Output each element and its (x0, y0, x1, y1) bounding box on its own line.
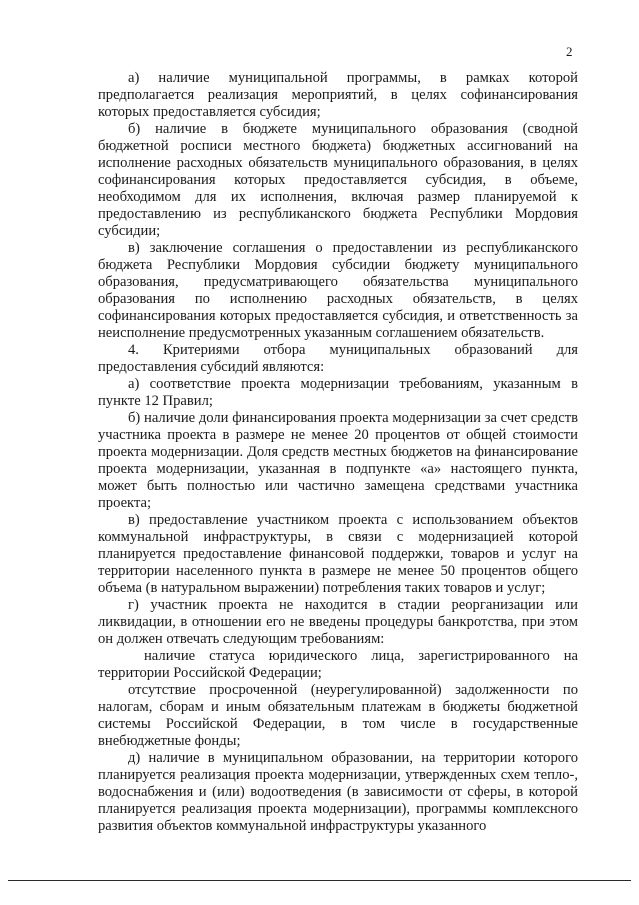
scan-bottom-edge (8, 880, 631, 881)
paragraph: д) наличие в муниципальном образовании, на территории которого планируется реализация проекта модернизации, утвержденных схем тепло-, водоснабжения и (или) водоотведения (в зависимости от сферы, в которой планируется реализация проекта модернизации), программы комплексного развития объектов коммунальной инфраструктуры указанного (98, 750, 578, 834)
page-number: 2 (566, 44, 573, 59)
paragraph: б) наличие в бюджете муниципального образования (сводной бюджетной росписи местного бюджета) бюджетных ассигнований на исполнение расходных обязательств муниципального образования, в целях софинансирования которых предоставляется субсидия, в объеме, необходимом для их исполнения, включая размер планируемой к предоставлению из республиканского бюджета Республики Мордовия субсидии; (98, 121, 578, 239)
paragraph: г) участник проекта не находится в стадии реорганизации или ликвидации, в отношении его не введены процедуры банкротства, при этом он должен отвечать следующим требованиям: (98, 597, 578, 647)
paragraph: в) заключение соглашения о предоставлении из республиканского бюджета Республики Мордовия субсидии бюджету муниципального образования, предусматривающего обязательства муниципального образования по исполнению расходных обязательств, в целях софинансирования которых предоставляется субсидия, и ответственность за неисполнение предусмотренных указанным соглашением обязательств. (98, 240, 578, 341)
document-body (98, 70, 578, 835)
paragraph: 4. Критериями отбора муниципальных образований для предоставления субсидий являются: (98, 342, 578, 375)
paragraph: в) предоставление участником проекта с использованием объектов коммунальной инфраструктуры, в связи с модернизацией которой планируется предоставление финансовой поддержки, товаров и услуг на территории населенного пункта в размере не менее 50 процентов общего объема (в натуральном выражении) потребления таких товаров и услуг; (98, 512, 578, 596)
paragraph: б) наличие доли финансирования проекта модернизации за счет средств участника проекта в размере не менее 20 процентов от общей стоимости проекта модернизации. Доля средств местных бюджетов на финансирование проекта модернизации, указанная в подпункте «а» настоящего пункта, может быть полностью или частично замещена средствами участника проекта; (98, 410, 578, 511)
paragraph: а) соответствие проекта модернизации требованиям, указанным в пункте 12 Правил; (98, 376, 578, 409)
paragraph: отсутствие просроченной (неурегулированной) задолженности по налогам, сборам и иным обязательным платежам в бюджеты бюджетной системы Российской Федерации, в том числе в государственные внебюджетные фонды; (98, 682, 578, 749)
paragraph: а) наличие муниципальной программы, в рамках которой предполагается реализация мероприятий, в целях софинансирования которых предоставляется субсидия; (98, 70, 578, 120)
paragraph: наличие статуса юридического лица, зарегистрированного на территории Российской Федерации; (98, 648, 578, 681)
